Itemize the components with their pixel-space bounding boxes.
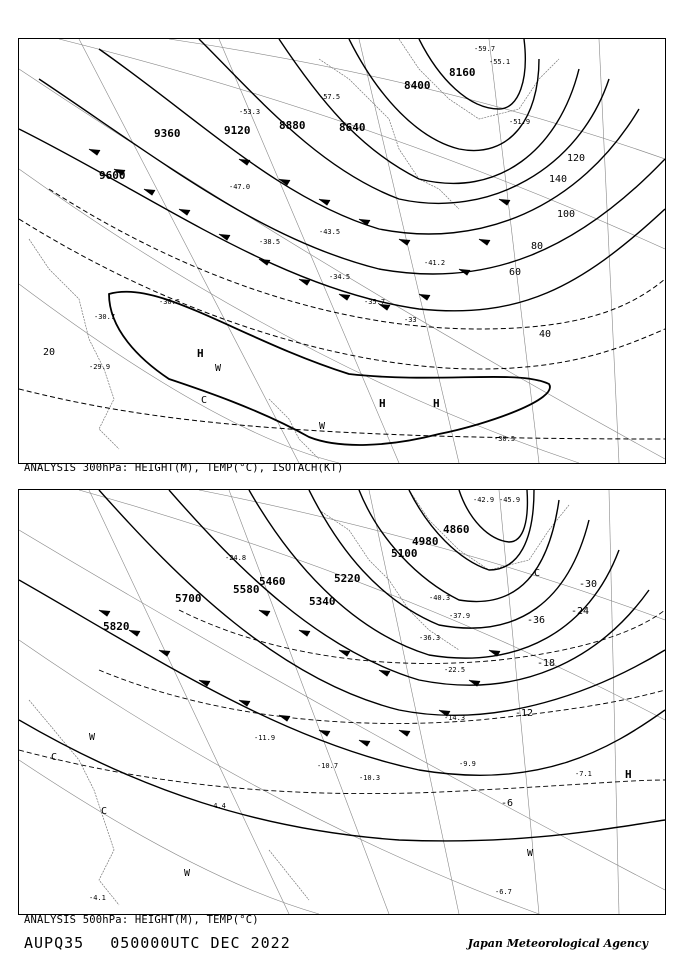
temp-label: -45.9 [499, 496, 521, 504]
temp-label: -42.9 [473, 496, 495, 504]
high-center: H [625, 768, 632, 781]
temp-label: -34.5 [329, 273, 351, 281]
temp-label: -29.9 [89, 363, 111, 371]
map-300hpa [19, 39, 665, 463]
isotherm-label: -12 [515, 708, 534, 719]
temp-label: -36.3 [419, 634, 441, 642]
isotherm-label: -36 [527, 615, 546, 626]
isotach-label: 140 [549, 174, 568, 185]
temp-label: -40.3 [429, 594, 451, 602]
temp-label: -55.1 [489, 58, 511, 66]
temp-label: -10.3 [359, 774, 381, 782]
temperature-labels [89, 45, 530, 443]
chart-id: AUPQ35 [24, 934, 85, 952]
map-500hpa [19, 490, 665, 914]
height-labels [103, 523, 470, 633]
isotherm-label: -6 [501, 798, 514, 809]
isotach-label: 80 [531, 241, 544, 252]
high-center: H [433, 397, 440, 410]
isotach-label: 40 [539, 329, 552, 340]
chart-300hpa [18, 38, 666, 464]
height-label: 5700 [175, 592, 202, 605]
warm-center: W [89, 732, 96, 743]
coastline [29, 490, 569, 905]
warm-center: W [319, 421, 326, 432]
temp-label: -37.9 [449, 612, 471, 620]
temp-label: -10.7 [317, 762, 339, 770]
cold-center: C [51, 752, 58, 763]
isotach-labels [43, 153, 585, 358]
height-label: 5580 [233, 583, 260, 596]
temp-label: -9.9 [459, 760, 476, 768]
height-label: 5820 [103, 620, 130, 633]
high-center: H [197, 347, 204, 360]
height-contours [19, 490, 665, 841]
temp-label: -53.3 [239, 108, 261, 116]
chart-500hpa [18, 489, 666, 915]
temp-label: -24.8 [225, 554, 247, 562]
isotach-label: 60 [509, 267, 522, 278]
temp-label: -14.3 [444, 714, 466, 722]
isotherm-label: -18 [537, 658, 556, 669]
agency-credit: Japan Meteorological Agency [467, 937, 648, 950]
isotach-contours [19, 189, 665, 439]
temp-label: -22.5 [444, 666, 466, 674]
cold-center: C [534, 568, 541, 579]
isotach-label: 20 [43, 347, 56, 358]
height-label: 5100 [391, 547, 418, 560]
temp-label: -30.5 [494, 435, 516, 443]
height-label: 5340 [309, 595, 336, 608]
temp-label: -35.7 [364, 298, 386, 306]
height-label: 9360 [154, 127, 181, 140]
warm-center: W [527, 848, 534, 859]
temp-label: -6.7 [495, 888, 512, 896]
temp-label: -51.9 [509, 118, 531, 126]
height-label: 4980 [412, 535, 439, 548]
height-label: 8400 [404, 79, 431, 92]
pressure-centers [197, 347, 440, 432]
cold-center: C [201, 395, 208, 406]
warm-center: W [215, 363, 222, 374]
height-label: 8160 [449, 66, 476, 79]
isotach-label: 120 [567, 153, 586, 164]
isotherm-label: -24 [571, 606, 590, 617]
temp-label: -11.9 [254, 734, 276, 742]
jet-core-outline [109, 292, 550, 445]
wind-barbs [99, 610, 500, 746]
temp-label: -4.1 [89, 894, 106, 902]
temp-label: -43.5 [319, 228, 341, 236]
height-label: 8880 [279, 119, 306, 132]
warm-center: W [184, 868, 191, 879]
temp-label: -41.2 [424, 259, 446, 267]
temp-label: -38.5 [259, 238, 281, 246]
temp-label: -7.1 [575, 770, 592, 778]
temp-label: -33 [404, 316, 417, 324]
caption-300hpa: ANALYSIS 300hPa: HEIGHT(M), TEMP(°C), ISOTACH(KT) [24, 462, 344, 474]
isotherm-contours [19, 610, 665, 794]
height-label: 4860 [443, 523, 470, 536]
chart-identifier [24, 934, 317, 952]
temp-label: -57.5 [319, 93, 341, 101]
temp-label: -30.5 [159, 298, 181, 306]
graticule [19, 490, 665, 914]
cold-center: C [101, 806, 108, 817]
caption-500hpa: ANALYSIS 500hPa: HEIGHT(M), TEMP(°C) [24, 914, 259, 926]
isotherm-label: -30 [579, 579, 598, 590]
height-label: 9600 [99, 169, 126, 182]
height-label: 5460 [259, 575, 286, 588]
height-label: 8640 [339, 121, 366, 134]
temp-label: -4.4 [209, 802, 226, 810]
temp-label: -30.7 [94, 313, 116, 321]
temp-label: -59.7 [474, 45, 496, 53]
temp-label: -47.0 [229, 183, 251, 191]
wind-barbs [89, 149, 510, 310]
height-labels [99, 66, 476, 182]
isotach-label: 100 [557, 209, 576, 220]
valid-time: 050000UTC DEC 2022 [110, 934, 291, 952]
high-center: H [379, 397, 386, 410]
height-label: 9120 [224, 124, 251, 137]
height-label: 5220 [334, 572, 361, 585]
